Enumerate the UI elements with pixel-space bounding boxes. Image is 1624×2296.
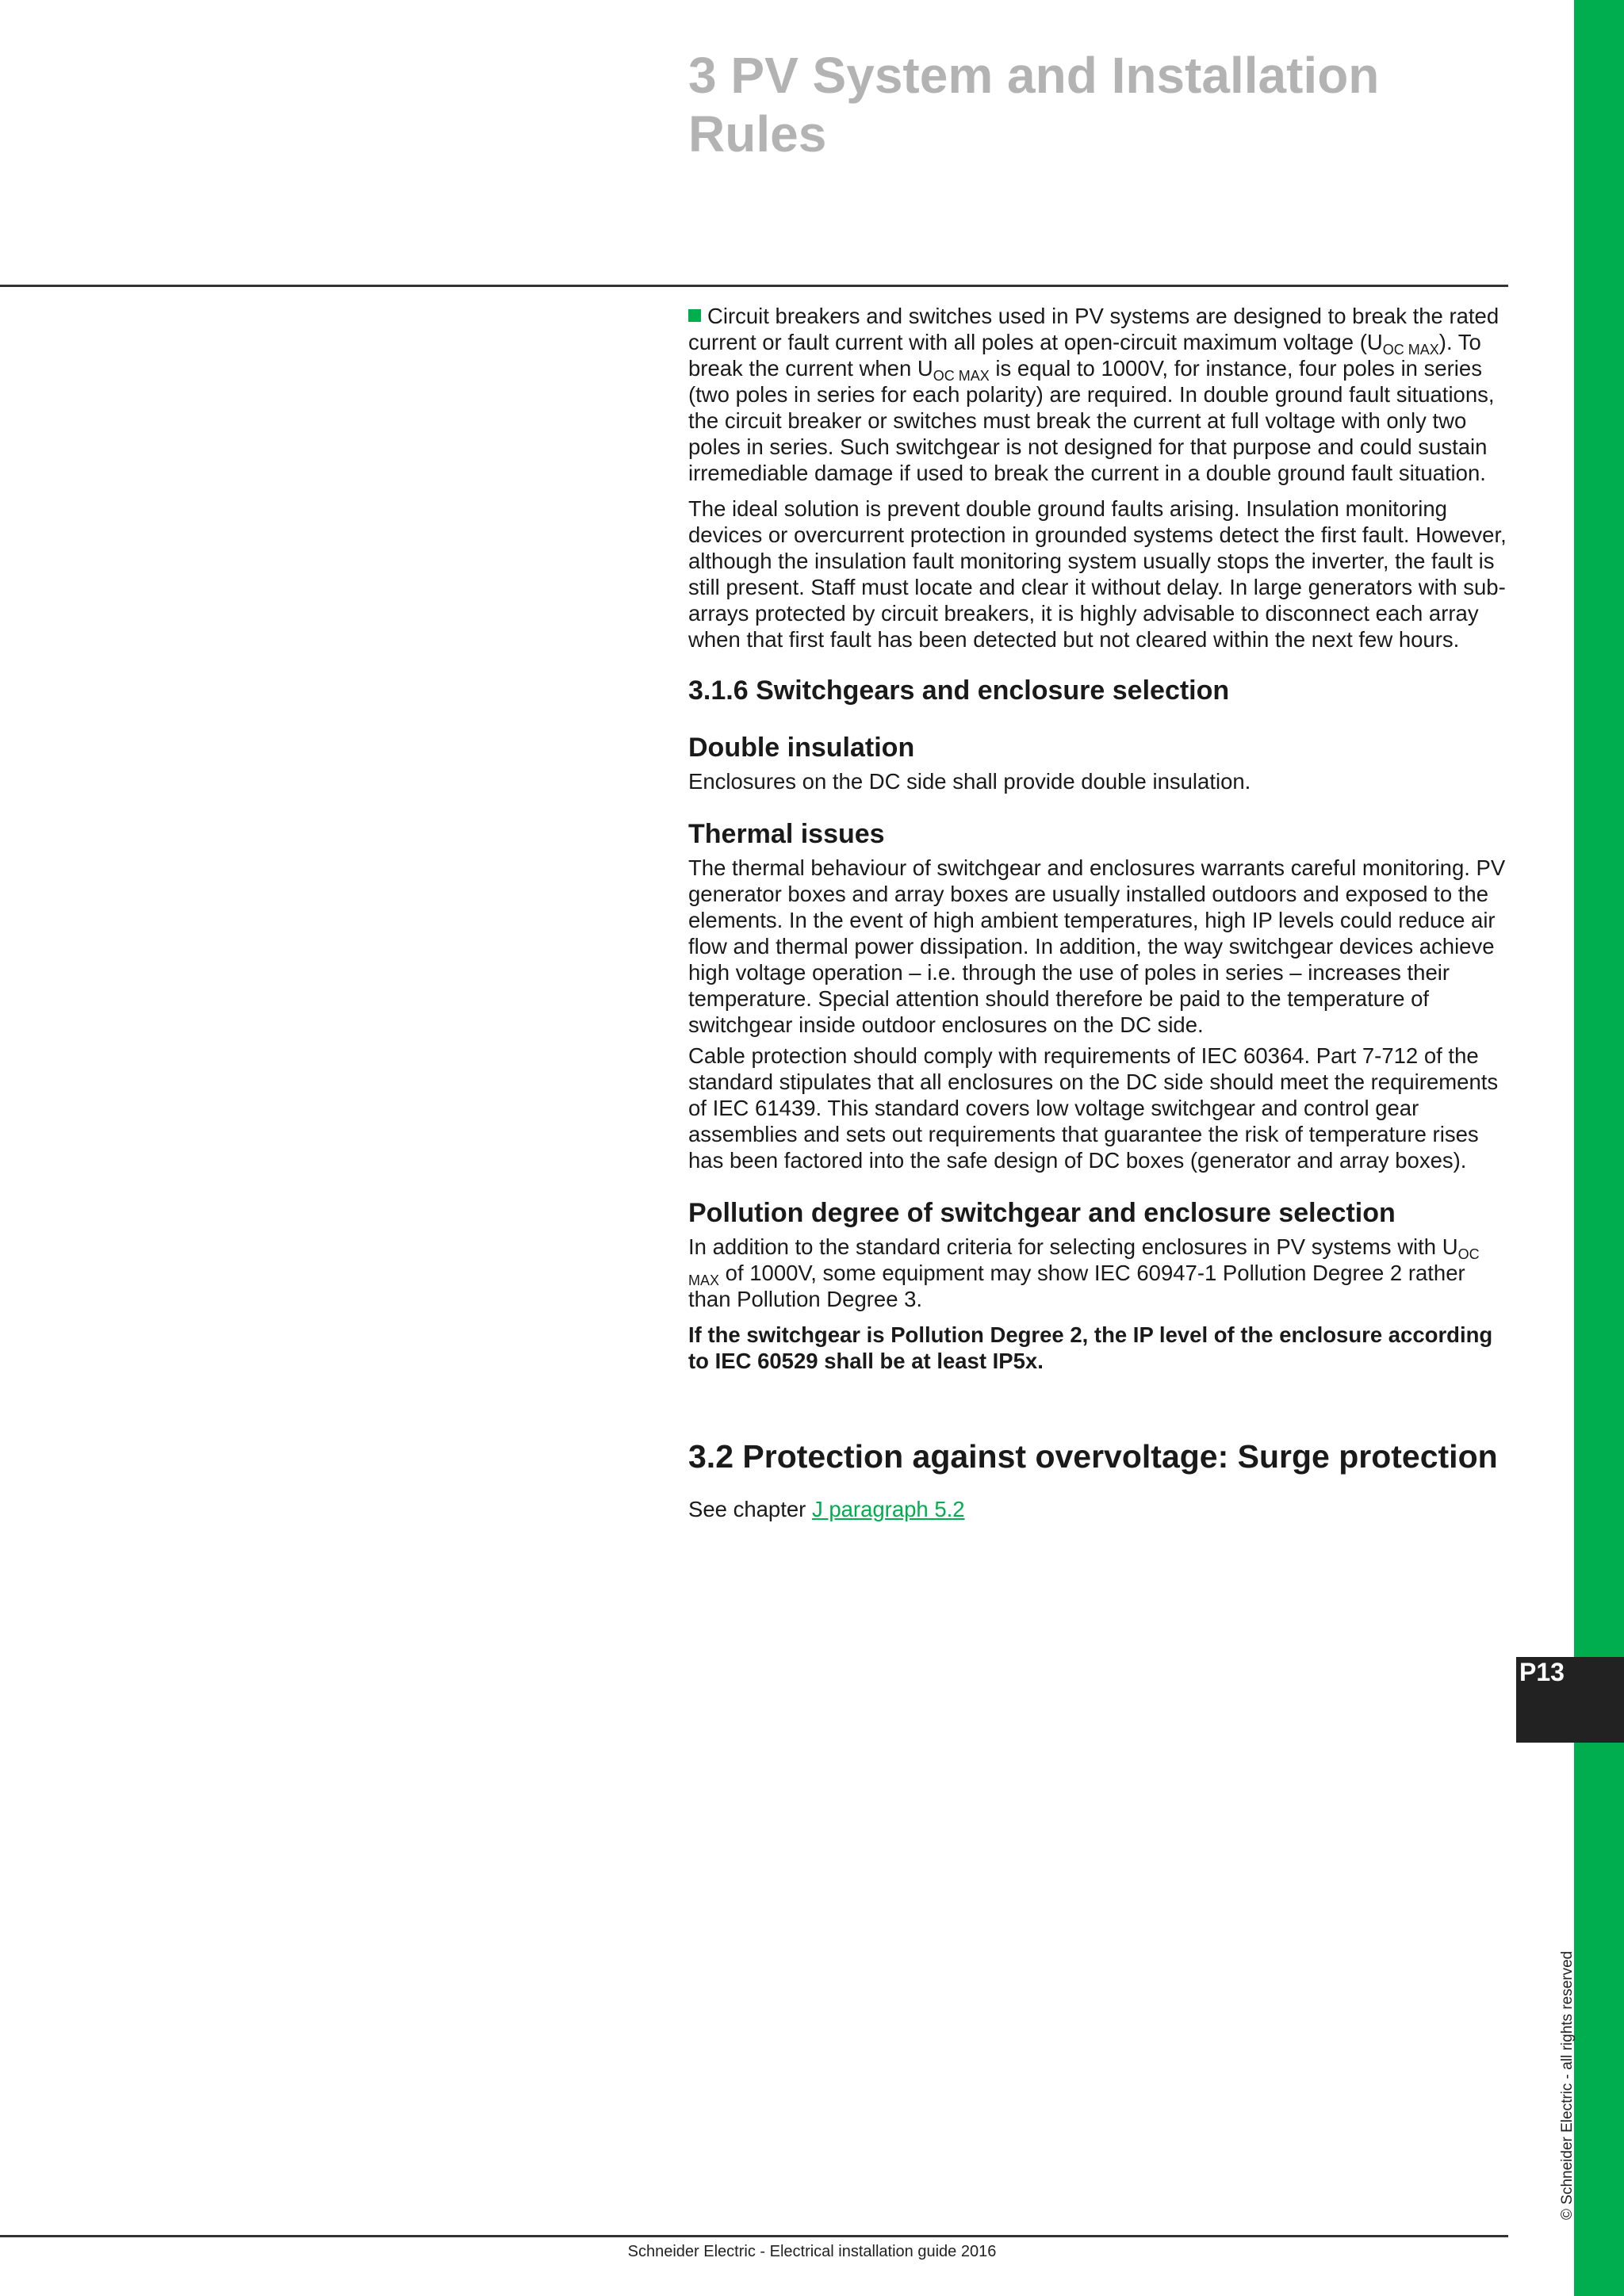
paragraph-ideal-solution: The ideal solution is prevent double ground faults arising. Insulation monitoring devices or overcurrent protection in grounded systems detect the first fault. However, although the insulation fault monitoring system usually stops the inverter, the fault is still present. Staff must locate and clear it without delay. In large generators with sub-arrays protected by circuit breakers, it is highly advisable to disconnect each array when that first fault has been detected but not cleared within the next few hours. bbox=[688, 496, 1507, 652]
heading-3-1-6: 3.1.6 Switchgears and enclosure selection bbox=[688, 675, 1230, 706]
paragraph-circuit-breakers: Circuit breakers and switches used in PV systems are designed to break the rated current or fault current with all poles at open-circuit maximum voltage $(U_{OC MAX})$. To break the current when $U_{OC MAX}$ is equal to 1000V, for instance, four poles in series (two poles in series for each polarity) are required. In double ground fault situations, the circuit breaker or switches must break the current at full voltage with only two poles in series. Such switchgear is not designed for that purpose and could sustain irremediable damage if used to break the current in a double ground fault situation. bbox=[688, 304, 1500, 485]
footer-text: Schneider Electric - Electrical installation guide 2016 bbox=[627, 2243, 997, 2260]
paragraph-thermal-1: The thermal behaviour of switchgear and enclosures warrants careful monitoring. PV generator boxes and array boxes are usually installed outdoors and exposed to the elements. In the event of high ambient temperatures, high IP levels could reduce air flow and thermal power dissipation. In addition, the way switchgear devices achieve high voltage operation – i.e. through the use of poles in series – increases their temperature. Special attention should therefore be paid to the temperature of switchgear inside outdoor enclosures on the DC side. bbox=[688, 855, 1506, 1037]
main-content bbox=[688, 303, 1509, 1522]
chapter-title-line2: Rules bbox=[688, 105, 827, 163]
paragraph-ip-requirement: If the switchgear is Pollution Degree 2, the IP level of the enclosure according to IEC 60529 shall be at least IP5x. bbox=[688, 1322, 1493, 1373]
chapter-title bbox=[688, 46, 1465, 163]
header-rule bbox=[0, 285, 1508, 287]
green-square-bullet-icon bbox=[688, 309, 701, 322]
see-chapter-line: See chapter J paragraph 5.2 bbox=[688, 1497, 965, 1521]
copyright-notice: © Schneider Electric - all rights reserved bbox=[1559, 1950, 1576, 2220]
chapter-title-line1: 3 PV System and Installation bbox=[688, 47, 1380, 104]
heading-thermal-issues: Thermal issues bbox=[688, 819, 885, 849]
page-number-tab: P13 bbox=[1516, 1657, 1624, 1743]
footer-rule bbox=[0, 2235, 1508, 2237]
heading-pollution-degree: Pollution degree of switchgear and enclosure selection bbox=[688, 1198, 1396, 1228]
paragraph-double-insulation: Enclosures on the DC side shall provide double insulation. bbox=[688, 769, 1251, 794]
paragraph-thermal-2: Cable protection should comply with requirements of IEC 60364. Part 7-712 of the standard stipulates that all enclosures on the DC side should meet the requirements of IEC 61439. This standard covers low voltage switchgear and control gear assemblies and sets out requirements that guarantee the risk of temperature rises has been factored into the safe design of DC boxes (generator and array boxes). bbox=[688, 1043, 1499, 1173]
side-color-bar bbox=[1574, 0, 1624, 2296]
chapter-j-link[interactable]: J paragraph 5.2 bbox=[811, 1497, 965, 1521]
heading-3-2: 3.2 Protection against overvoltage: Surge protection bbox=[688, 1438, 1498, 1475]
paragraph-pollution: In addition to the standard criteria for selecting enclosures in PV systems with $U_{OC MAX}$ of 1000V, some equipment may show IEC 60947-1 Pollution Degree 2 rather than Pollution Degree 3. bbox=[688, 1234, 1480, 1311]
heading-double-insulation: Double insulation bbox=[688, 733, 915, 763]
